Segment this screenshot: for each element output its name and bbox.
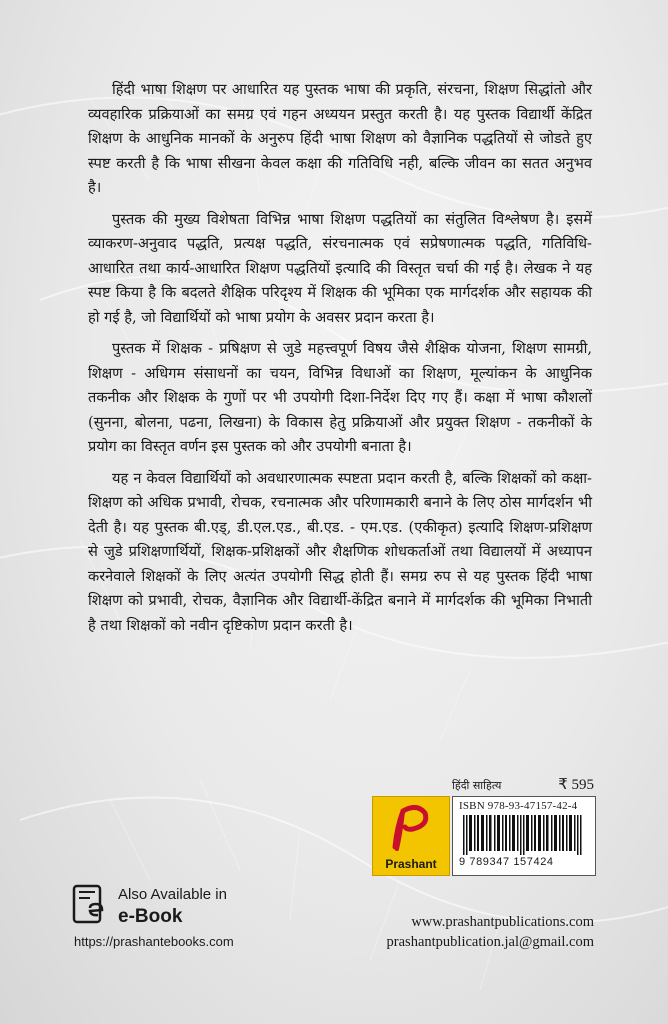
price-row (452, 776, 594, 794)
ebook-url[interactable]: https://prashantebooks.com (74, 934, 234, 949)
paragraph-3: पुस्तक में शिक्षक - प्रषिक्षण से जुडे महत्त्वपूर्ण विषय जैसे शैक्षिक योजना, शिक्षण सामग्री, शिक्षण - अधिगम संसाधनों का चयन, विभिन्न विधाओं का शिक्षण, मूल्यांकन के आधुनिक तकनीक और शिक्षक के गुणों पर भी उपयोगी दिशा-निर्देश दिए गए हैं। कक्षा में भाषा कौशलों (सुनना, बोलना, पढना, लिखना) के विकास हेतु प्रक्रियाओं और प्रयुक्त शिक्षण - तकनीकों के प्रयोग का विस्तृत वर्णन इस पुस्तक को और उपयोगी बनाता है। (88, 340, 592, 455)
website-link[interactable]: www.prashantpublications.com (411, 914, 594, 930)
barcode (452, 796, 596, 876)
barcode-number: 9 789347 157424 (459, 856, 554, 868)
publisher-contact (387, 912, 594, 952)
ebook-icon (70, 884, 110, 928)
category-label: हिंदी साहित्य (452, 779, 502, 792)
ebook-promo (70, 884, 300, 954)
paragraph-4: यह न केवल विद्यार्थियों को अवधारणात्मक स्पष्टता प्रदान करती है, बल्कि शिक्षकों को कक्षा-शिक्षण को अधिक प्रभावी, रोचक, रचनात्मक और परिणामकारी बनाने के लिए ठोस मार्गदर्शन भी देती है। यह पुस्तक बी.एड्, डी.एल.एड., बी.एड. - एम.एड. (एकीकृत) इत्यादि शिक्षण-प्रशिक्षण से जुडे प्रशिक्षणार्थियों, शिक्षक-प्रशिक्षकों और शैक्षणिक शोधकर्ताओं तथा विद्यालयों में अध्यापन करनेवाले शिक्षकों के लिए अत्यंत उपयोगी सिद्ध होती हैं। समग्र रुप से यह पुस्तक हिंदी भाषा शिक्षण को प्रभावी, रोचक, वैज्ञानिक और विद्यार्थी-केंद्रित बनाने में मार्गदर्शक की भूमिका निभाती है तथा शिक्षकों को नवीन दृष्टिकोण प्रदान करती है। (88, 469, 592, 634)
isbn-label: ISBN 978-93-47157-42-4 (459, 800, 578, 812)
logo-text: Prashant (385, 857, 437, 871)
barcode-bars (463, 815, 587, 855)
paragraph-2: पुस्तक की मुख्य विशेषता विभिन्न भाषा शिक्षण पद्धतियों का संतुलित विश्लेषण है। इसमें व्याकरण-अनुवाद पद्धति, प्रत्यक्ष पद्धति, संरचनात्मक एवं सप्रेषणात्मक पद्धति, गतिविधि-आधारित तथा कार्य-आधारित शिक्षण पद्धतियों इत्यादि की विस्तृत चर्चा की गई है। लेखक ने यह स्पष्ट किया है कि बदलते शैक्षिक परिदृश्य में शिक्षक की भूमिका एक मार्गदर्शक और सहायक की हो गई है, जो विद्यार्थियों को भाषा प्रयोग के अवसर प्रदान करता है। (88, 210, 593, 326)
ebook-line1: Also Available in (118, 886, 227, 903)
prashant-logo-icon (373, 797, 449, 857)
ebook-line2: e-Book (118, 906, 183, 927)
price-label: ₹ 595 (558, 777, 594, 793)
paragraph-1: हिंदी भाषा शिक्षण पर आधारित यह पुस्तक भाषा की प्रकृति, संरचना, शिक्षण सिद्धांतो और व्यवहारिक प्रक्रियाओं का समग्र एवं गहन अध्ययन प्रस्तुत करती है। यह पुस्तक विद्यार्थी केंद्रित शिक्षण के आधुनिक मानकों के अनुरुप हिंदी भाषा शिक्षण को वैज्ञानिक पद्धतियों से जोडते हुए स्पष्ट करती है कि भाषा सीखना केवल कक्षा की गतिविधि नही, बल्कि जीवन का सतत अनुभव है। (88, 81, 592, 196)
description-text (88, 78, 592, 645)
email-link[interactable]: prashantpublication.jal@gmail.com (386, 934, 594, 950)
publisher-logo (372, 796, 450, 876)
